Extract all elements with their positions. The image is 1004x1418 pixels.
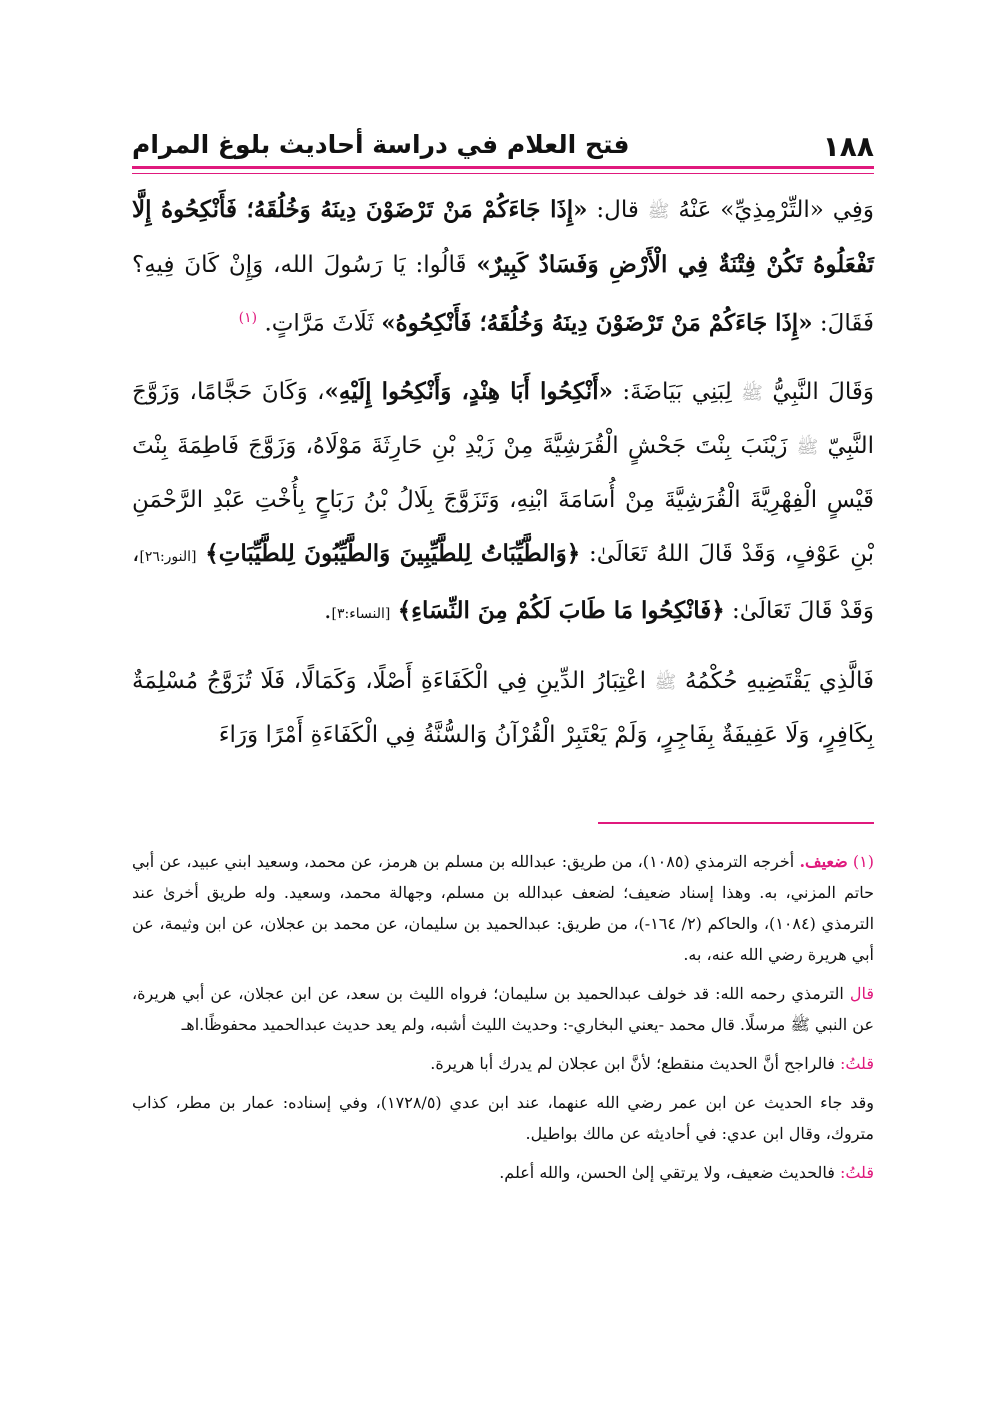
salutation-symbol: ﷺ: [741, 382, 763, 404]
paragraph-3: فَالَّذِي يَقْتَضِيهِ حُكْمُهُ ﷺ اعْتِبَارُ الدِّينِ فِي الْكَفَاءَةِ أَصْلًا، وَكَمَالًا، فَلَا تُزَوَّجُ مُسْلِمَةٌ بِكَافِرٍ، وَلَا عَفِيفَةٌ بِفَاجِرٍ، وَلَمْ يَعْتَبِرْ الْقُرْآنُ وَالسُّنَّةُ فِي الْكَفَاءَةِ أَمْرًا وَرَاءَ: [132, 667, 875, 748]
quran-verse: ﴿وَالطَّيِّبَاتُ لِلطَّيِّبِينَ وَالطَّيِّبُونَ لِلطَّيِّبَاتِ﴾: [205, 539, 581, 567]
footnote-number: (١): [852, 852, 875, 871]
salutation-symbol: ﷺ: [796, 436, 819, 458]
footnote-note-conclusion: قلتُ: فالحديث ضعيف، ولا يرتقي إلىٰ الحسن، والله أعلم.: [499, 1163, 874, 1182]
header-rule-thin: [132, 173, 874, 174]
footnote-reference[interactable]: (١): [238, 310, 258, 326]
main-text: [132, 183, 874, 762]
quran-verse: ﴿فَانْكِحُوا مَا طَابَ لَكُمْ مِنَ النِّسَاءِ﴾: [397, 596, 725, 624]
verse-reference: [النساء:٣]: [331, 605, 391, 622]
footnote-1: (١) ضعيف. أخرجه الترمذي (١٠٨٥)، من طريق: عبدالله بن مسلم بن هرمز، عن محمد، وسعيد ابني عبيد، عن أبي حاتم المزني، به. وهذا إسناد ضعيف؛ لضعف عبدالله بن مسلم، وجهالة محمد، وسعيد. وله طريق أخرىٰ عند الترمذي (١٠٨٤)، والحاكم (٢/ ١٦٤-)، من طريق: عبدالحميد بن سليمان، عن محمد بن عجلان، عن ابن وثيمة، عن أبي هريرة رضي الله عنه، به.: [132, 852, 875, 964]
hadith-grade: ضعيف.: [799, 852, 848, 871]
hadith-text: «إِذَا جَاءَكُمْ مَنْ تَرْضَوْنَ دِينَهُ وَخُلُقَهُ؛ فَأَنْكِحُوهُ»: [381, 309, 813, 337]
hadith-text: «أَنْكِحُوا أَبَا هِنْدٍ، وَأَنْكِحُوا إِلَيْهِ»: [324, 377, 613, 405]
book-title: فتح العلام في دراسة أحاديث بلوغ المرام: [132, 130, 630, 159]
footnote-note-tirmidhi: قال الترمذي رحمه الله: قد خولف عبدالحميد بن سليمان؛ فرواه الليث بن سعد، عن ابن عجلان، عن أبي هريرة، عن النبي ﷺ مرسلًا. قال محمد -يعني البخاري-: وحديث الليث أشبه، ولم يعد حديث عبدالحميد محفوظًا.اهـ: [132, 984, 875, 1034]
salutation-symbol: ﷺ: [647, 201, 670, 222]
hadith-text: «إِذَا جَاءَكُمْ مَنْ تَرْضَوْنَ دِينَهُ وَخُلُقَهُ؛ فَأَنْكِحُوهُ إِلَّا تَفْعَلُوهُ تَكُنْ فِتْنَةٌ فِي الْأَرْضِ وَفَسَادٌ كَبِيرٌ»: [132, 196, 874, 278]
header-rule-thick: [132, 166, 874, 169]
footnote-note-ibn-umar: وقد جاء الحديث عن ابن عمر رضي الله عنهما، عند ابن عدي (١٧٢٨/٥)، وفي إسناده: عمار بن مطر، كذاب متروك، وقال ابن عدي: في أحاديثه عن مالك بواطيل.: [132, 1093, 875, 1143]
verse-reference: [النور:٢٦]: [139, 548, 197, 565]
salutation-symbol: ﷺ: [654, 671, 677, 693]
footnote-separator: [598, 822, 874, 824]
page-header: [132, 128, 874, 168]
paragraph-2: وَقَالَ النَّبِيُّ ﷺ لِبَنِي بَيَاضَةَ: «أَنْكِحُوا أَبَا هِنْدٍ، وَأَنْكِحُوا إِلَيْهِ»، وَكَانَ حَجَّامًا، وَزَوَّجَ النَّبِيّ ﷺ زَيْنَبَ بِنْتَ جَحْشٍ الْقُرَشِيَّةَ مِنْ زَيْدِ بْنِ حَارِثَةَ مَوْلَاهُ، وَزَوَّجَ فَاطِمَةَ بِنْتَ قَيْسٍ الْفِهْرِيَّةَ الْقُرَشِيَّةَ مِنْ أُسَامَةَ ابْنِهِ، وَتَزَوَّجَ بِلَالُ بْنُ رَبَاحٍ بِأُخْتِ عَبْدِ الرَّحْمَنِ بْنِ عَوْفٍ، وَقَدْ قَالَ اللهُ تَعَالَىٰ: ﴿وَالطَّيِّبَاتُ لِلطَّيِّبِينَ وَالطَّيِّبُونَ لِلطَّيِّبَاتِ﴾ [النور:٢٦]، وَقَدْ قَالَ تَعَالَىٰ: ﴿فَانْكِحُوا مَا طَابَ لَكُمْ مِنَ النِّسَاءِ﴾ [النساء:٣].: [132, 377, 875, 624]
paragraph-1: وَفِي «التِّرْمِذِيِّ» عَنْهُ ﷺ قال: «إِذَا جَاءَكُمْ مَنْ تَرْضَوْنَ دِينَهُ وَخُلُقَهُ؛ فَأَنْكِحُوهُ إِلَّا تَفْعَلُوهُ تَكُنْ فِتْنَةٌ فِي الْأَرْضِ وَفَسَادٌ كَبِيرٌ» قَالُوا: يَا رَسُولَ الله، وَإِنْ كَانَ فِيهِ؟ فَقَالَ: «إِذَا جَاءَكُمْ مَنْ تَرْضَوْنَ دِينَهُ وَخُلُقَهُ؛ فَأَنْكِحُوهُ» ثَلَاثَ مَرَّاتٍ. $^{(١)}$: [132, 196, 875, 337]
page-number: ١٨٨: [822, 130, 874, 163]
footnotes: [132, 846, 874, 1196]
footnote-note-verdict: قلتُ: فالراجح أنَّ الحديث منقطع؛ لأنَّ ابن عجلان لم يدرك أبا هريرة.: [430, 1054, 874, 1073]
